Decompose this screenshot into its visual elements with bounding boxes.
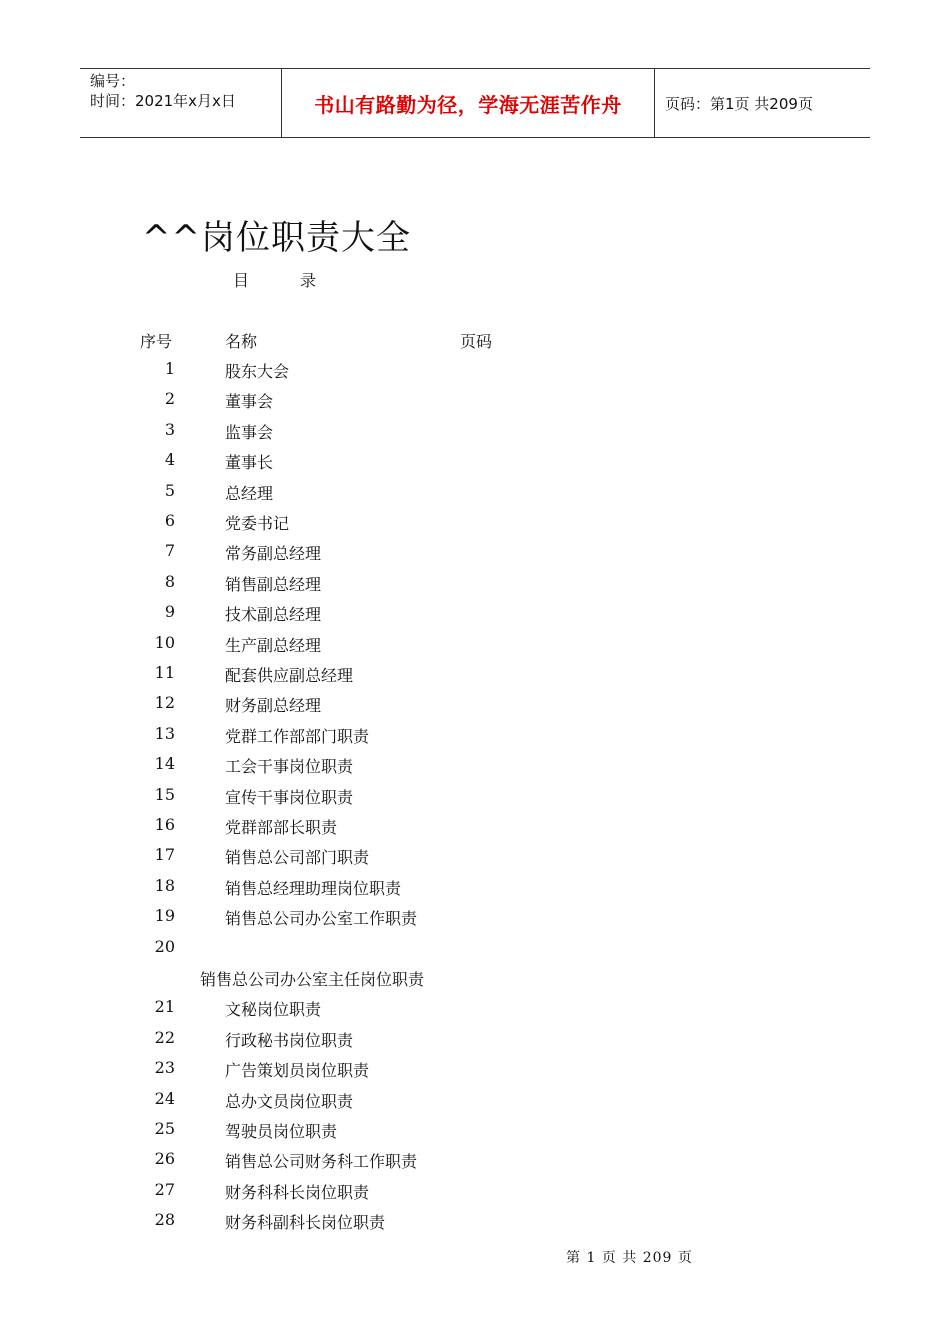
- toc-entry-name: 总经理: [225, 484, 274, 503]
- document-title: ^^岗位职责大全: [142, 218, 411, 258]
- toc-entry-name: 党群部部长职责: [225, 818, 338, 837]
- toc-entry-number: 22: [154, 1028, 175, 1047]
- page-header: [80, 68, 870, 138]
- toc-entry-name: 行政秘书岗位职责: [225, 1031, 354, 1050]
- toc-entry-number: 17: [154, 845, 175, 864]
- toc-entry-name: 股东大会: [225, 362, 290, 381]
- toc-entry-number: 27: [154, 1180, 175, 1199]
- toc-entry-name: 董事长: [225, 453, 274, 472]
- toc-entry-name: 销售副总经理: [225, 575, 322, 594]
- toc-entry-number: 10: [154, 633, 175, 652]
- toc-entry-name: 党群工作部部门职责: [225, 727, 370, 746]
- toc-entry-number: 16: [154, 815, 175, 834]
- toc-entry-name: 监事会: [225, 423, 274, 442]
- header-motto: 书山有路勤为径，学海无涯苦作舟: [314, 93, 622, 117]
- toc-entry-number: 19: [154, 906, 175, 925]
- number-label: 编号：: [90, 72, 136, 90]
- toc-entry-number: 26: [154, 1149, 175, 1168]
- toc-heading-left: 目: [233, 271, 250, 290]
- toc-entry-name: 驾驶员岗位职责: [225, 1122, 338, 1141]
- toc-entry-number: 15: [154, 785, 175, 804]
- toc-entry-number: 11: [154, 663, 175, 682]
- toc-heading-right: 录: [300, 271, 317, 290]
- toc-entry-number: 8: [164, 572, 175, 591]
- time-label: 时间：2021年x月x日: [90, 92, 236, 110]
- toc-entry-name: 配套供应副总经理: [225, 666, 354, 685]
- toc-entry-number: 5: [164, 481, 175, 500]
- toc-entry-name: 总办文员岗位职责: [225, 1092, 354, 1111]
- toc-entry-number: 24: [154, 1089, 175, 1108]
- toc-entry-name: 党委书记: [225, 514, 290, 533]
- toc-entry-number: 18: [154, 876, 175, 895]
- toc-entry-number: 23: [154, 1058, 175, 1077]
- toc-entry-number: 21: [154, 997, 175, 1016]
- header-divider: [654, 69, 655, 137]
- toc-entry-number: 12: [154, 693, 175, 712]
- toc-entry-number: 6: [164, 511, 175, 530]
- toc-entry-number: 1: [164, 359, 175, 378]
- toc-entry-name: 销售总公司办公室主任岗位职责: [200, 970, 425, 989]
- column-header-page: 页码: [460, 332, 493, 351]
- toc-entry-name: 财务科科长岗位职责: [225, 1183, 370, 1202]
- toc-entry-name: 生产副总经理: [225, 636, 322, 655]
- toc-entry-number: 3: [164, 420, 175, 439]
- toc-entry-number: 13: [154, 724, 175, 743]
- toc-entry-number: 20: [154, 937, 175, 956]
- toc-entry-name: 销售总经理助理岗位职责: [225, 879, 402, 898]
- header-page-info: 页码：第1页 共209页: [665, 95, 813, 113]
- column-header-name: 名称: [225, 332, 258, 351]
- toc-entry-name: 财务副总经理: [225, 696, 322, 715]
- toc-entry-number: 28: [154, 1210, 175, 1229]
- toc-entry-number: 7: [164, 541, 175, 560]
- toc-entry-number: 14: [154, 754, 175, 773]
- toc-entry-name: 常务副总经理: [225, 544, 322, 563]
- toc-entry-number: 9: [164, 602, 175, 621]
- toc-entry-name: 销售总公司部门职责: [225, 848, 370, 867]
- toc-entry-name: 宣传干事岗位职责: [225, 788, 354, 807]
- toc-entry-name: 销售总公司财务科工作职责: [225, 1152, 418, 1171]
- toc-entry-number: 4: [164, 450, 175, 469]
- toc-entry-name: 工会干事岗位职责: [225, 757, 354, 776]
- column-header-number: 序号: [140, 332, 173, 351]
- toc-entry-name: 董事会: [225, 392, 274, 411]
- toc-entry-name: 文秘岗位职责: [225, 1000, 322, 1019]
- toc-entry-name: 技术副总经理: [225, 605, 322, 624]
- toc-entry-number: 2: [164, 389, 175, 408]
- toc-entry-name: 财务科副科长岗位职责: [225, 1213, 386, 1232]
- header-meta: [90, 71, 236, 111]
- toc-entry-number: 25: [154, 1119, 175, 1138]
- page-footer: 第 1 页 共 209 页: [566, 1250, 693, 1266]
- toc-entry-name: 销售总公司办公室工作职责: [225, 909, 418, 928]
- toc-entry-name: 广告策划员岗位职责: [225, 1061, 370, 1080]
